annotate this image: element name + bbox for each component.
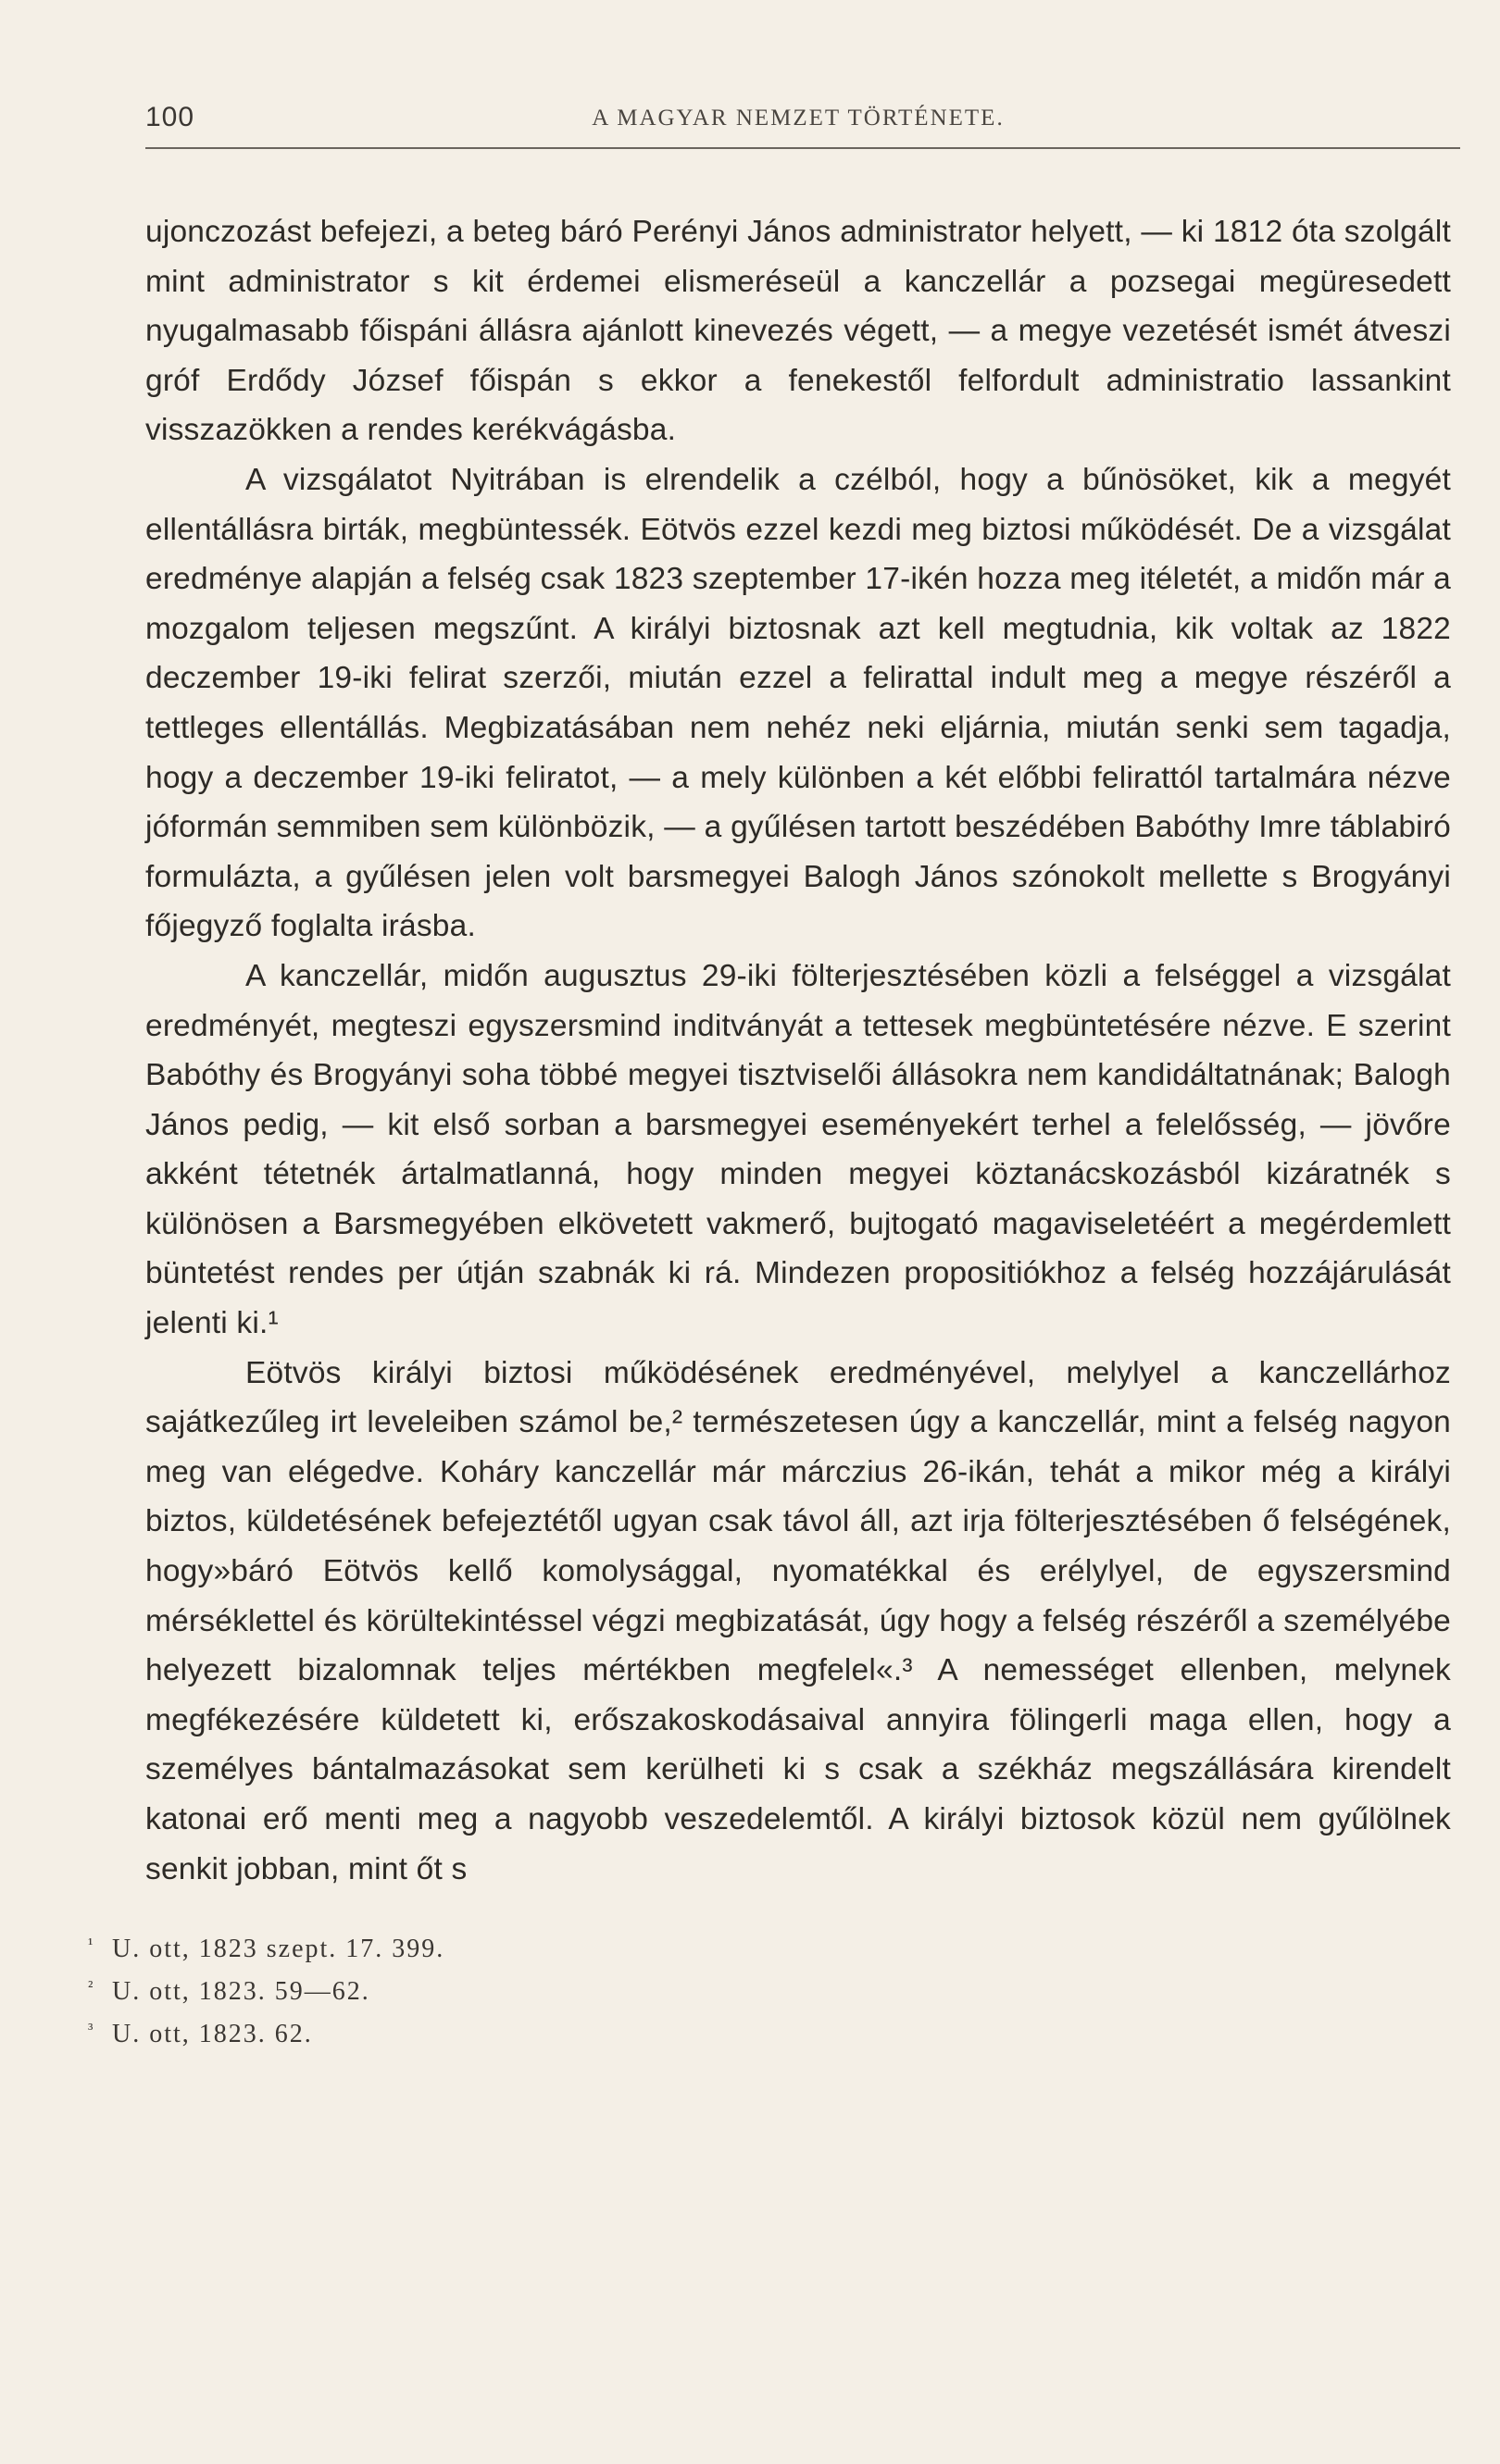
page-header bbox=[145, 96, 1451, 144]
paragraph-3: A kanczellár, midőn augusztus 29-iki fölterjesztésében közli a felséggel a vizsgálat eredményét, megteszi egyszersmind inditványát a tettesek megbüntetésére nézve. E szerint Babóthy és Brogyányi soha többé megyei tisztviselői állásokra nem kandidáltatnának; Balogh János pedig, — kit első sorban a barsmegyei eseményekért terhel a felelősség, — jövőre akként tétetnék ártalmatlanná, hogy minden megyei köztanácskozásból kizáratnék s különösen a Barsmegyében elkövetett vakmerő, bujtogató magaviseletéért a megérdemlett büntetést rendes per útján szabnák ki rá. Mindezen propositiókhoz a felség hozzájárulását jelenti ki.¹ bbox=[145, 958, 1451, 1341]
footnote-3 bbox=[88, 2010, 444, 2053]
footnote-mark: ¹ bbox=[88, 1935, 95, 1953]
header-rule bbox=[145, 147, 1460, 149]
footnote-text: U. ott, 1823. 59—62. bbox=[112, 1977, 370, 2006]
running-title: A MAGYAR NEMZET TÖRTÉNETE. bbox=[592, 106, 1005, 131]
footnote-1 bbox=[88, 1925, 444, 1968]
footnote-2 bbox=[88, 1968, 444, 2010]
footnote-text: U. ott, 1823 szept. 17. 399. bbox=[112, 1935, 445, 1963]
paragraph-1: ujonczozást befejezi, a beteg báró Perényi János administrator helyett, — ki 1812 óta szolgált mint administrator s kit érdemei elismeréseül a kanczellár a pozsegai megüresedett nyugalmasabb főispáni állásra ajánlott kinevezés végett, — a megye vezetését ismét átveszi gróf Erdődy József főispán s ekkor a fenekestől felfordult administratio lassankint visszazökken a rendes kerékvágásba. bbox=[145, 215, 1451, 448]
body-text bbox=[145, 207, 1451, 1894]
footnote-text: U. ott, 1823. 62. bbox=[112, 2020, 313, 2048]
document-page bbox=[145, 96, 1451, 1894]
page-number: 100 bbox=[145, 102, 195, 132]
footnotes bbox=[88, 1925, 444, 2053]
paragraph-4: Eötvös királyi biztosi működésének eredményével, melylyel a kanczellárhoz sajátkezűleg irt leveleiben számol be,² természetesen úgy a kanczellár, mint a felség nagyon meg van elégedve. Koháry kanczellár már márczius 26-ikán, tehát a mikor még a királyi biztos, küldetésének befejeztétől ugyan csak távol áll, azt irja fölterjesztésében ő felségének, hogy»báró Eötvös kellő komolysággal, nyomatékkal és erélylyel, de egyszersmind mérséklettel és körültekintéssel végzi megbizatását, úgy hogy a felség részéről a személyébe helyezett bizalomnak teljes mértékben megfelel«.³ A nemességet ellenben, melynek megfékezésére küldetett ki, erőszakoskodásaival annyira fölingerli maga ellen, hogy a személyes bántalmazásokat sem kerülheti ki s csak a székház megszállására kirendelt katonai erő menti meg a nagyobb veszedelemtől. A királyi biztosok közül nem gyűlölnek senkit jobban, mint őt s bbox=[145, 1355, 1451, 1886]
footnote-mark: ³ bbox=[88, 2020, 95, 2038]
footnote-mark: ² bbox=[88, 1977, 95, 1996]
paragraph-2: A vizsgálatot Nyitrában is elrendelik a czélból, hogy a bűnösöket, kik a megyét ellentállásra birták, megbüntessék. Eötvös ezzel kezdi meg biztosi működését. De a vizsgálat eredménye alapján a felség csak 1823 szeptember 17-ikén hozza meg itéletét, a midőn már a mozgalom teljesen megszűnt. A királyi biztosnak azt kell megtudnia, kik voltak az 1822 deczember 19-iki felirat szerzői, miután ezzel a felirattal indult meg a megye részéről a tettleges ellentállás. Megbizatásában nem nehéz neki eljárnia, miután senki sem tagadja, hogy a deczember 19-iki feliratot, — a mely különben a két előbbi felirattól tartalmára nézve jóformán semmiben sem különbözik, — a gyűlésen tartott beszédében Babóthy Imre táblabiró formulázta, a gyűlésen jelen volt barsmegyei Balogh János szónokolt mellette s Brogyányi főjegyző foglalta irásba. bbox=[145, 462, 1451, 944]
